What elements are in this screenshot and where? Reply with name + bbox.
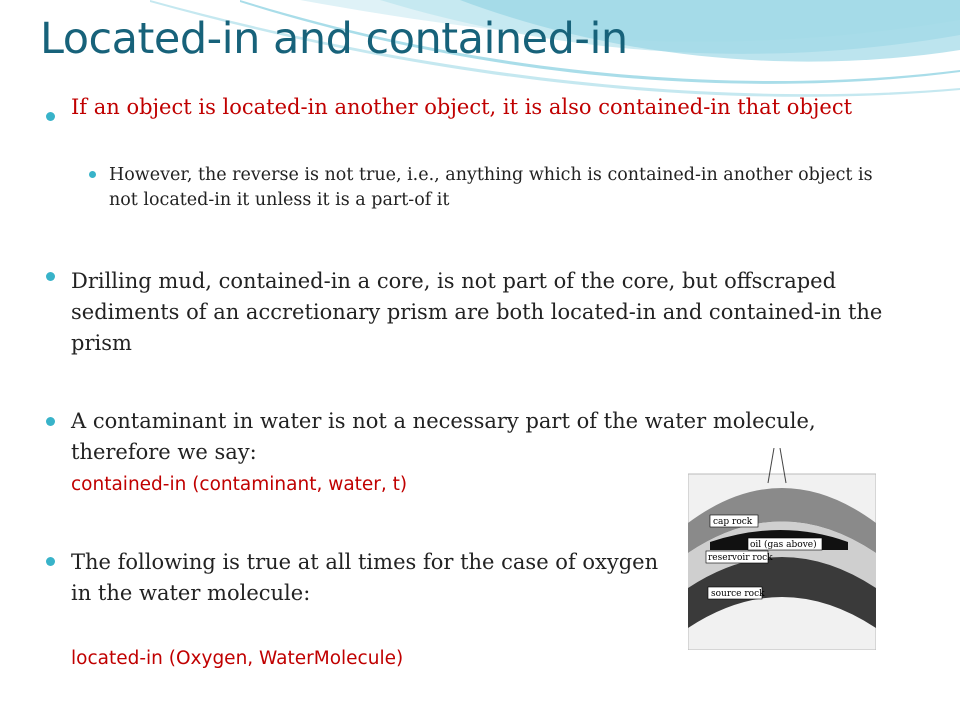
bullet-text: The following is true at all times for the case of oxygen in the water molecule:: [71, 550, 659, 605]
slide-title: Located-in and contained-in: [40, 14, 628, 64]
bullet-text: A contaminant in water is not a necessary part of the water molecule, therefore we say:: [71, 409, 816, 464]
located-in-expression: located-in (Oxygen, WaterMolecule): [71, 648, 404, 669]
bullet-dot: [46, 272, 55, 281]
bullet-dot: [46, 557, 55, 566]
bullet-text: However, the reverse is not true, i.e., anything which is contained-in another object is not located-in it unless it is a part-of it: [109, 165, 873, 210]
bullet-text: If an object is located-in another object, it is also contained-in that object: [71, 95, 853, 119]
oil-label: oil (gas above): [750, 540, 817, 550]
bullet-dot: [46, 112, 55, 121]
reservoir-rock-label: reservoir rock: [708, 553, 773, 563]
rock-layers-figure: [688, 448, 876, 650]
bullet-dot: [46, 417, 55, 426]
contained-in-expression: contained-in (contaminant, water, t): [71, 474, 408, 495]
bullet-dot: [89, 171, 96, 178]
bullet-text: Drilling mud, contained-in a core, is not part of the core, but offscraped sediments of an accretionary prism are both located-in and contained-in the prism: [71, 269, 883, 355]
cap-rock-label: cap rock: [713, 517, 753, 527]
source-rock-label: source rock: [711, 589, 765, 599]
